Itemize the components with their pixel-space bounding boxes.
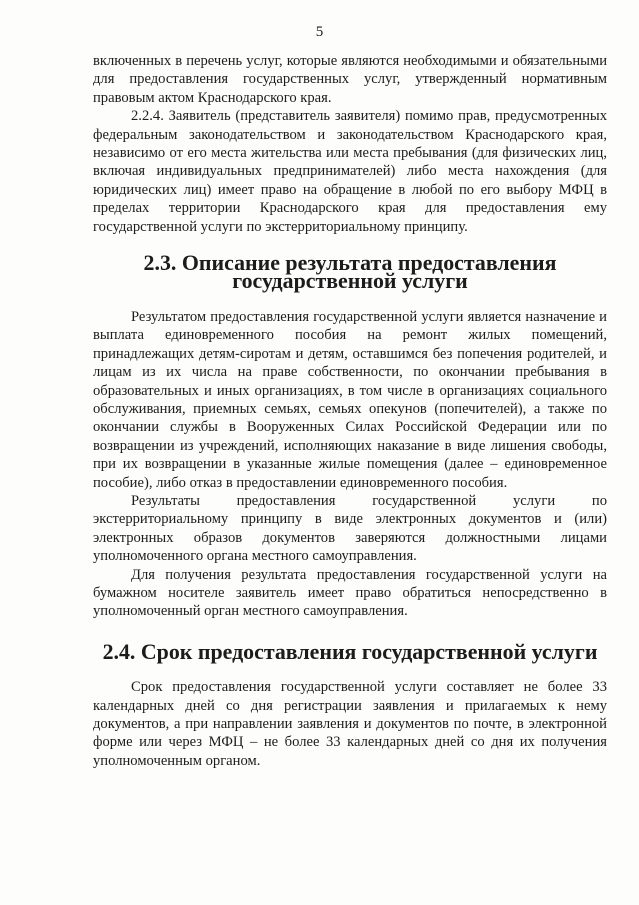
section-2-4-heading: 2.4. Срок предоставления государственной услуги	[102, 638, 598, 664]
section-2-4-paragraph-1: Срок предоставления государственной услуги составляет не более 33 календарных дней со дня регистрации заявления и прилагаемых к нему документов, а при направлении заявления и документов по почте, в электронной форме или через МФЦ – не более 33 календарных дней со дня их получения уполномоченным органом.	[93, 679, 607, 769]
section-2-3-paragraph-3: Для получения результата предоставления государственной услуги на бумажном носителе заявитель имеет право обратиться непосредственно в уполномоченный орган местного самоуправления.	[93, 566, 607, 620]
section-2-3-heading	[93, 250, 607, 294]
document-body	[93, 52, 607, 770]
section-2-3-heading-line1: 2.3. Описание результата предоставления	[143, 250, 557, 276]
paragraph-2-2-4: 2.2.4. Заявитель (представитель заявителя) помимо прав, предусмотренных федеральным законодательством и законодательством Краснодарского края, независимо от его места жительства или места пребывания (для физических лиц, включая индивидуальных предпринимателей) либо места нахождения (для юридических лиц) имеет право на обращение в любой по его выбору МФЦ в пределах территории Краснодарского края для предоставления ему государственной услуги по экстерриториальному принципу.	[93, 108, 607, 235]
section-2-3-paragraph-2: Результаты предоставления государственной услуги по экстерриториальному принципу в виде электронных документов и (или) электронных образов документов заверяются должностными лицами уполномоченного органа местного самоуправления.	[93, 492, 607, 565]
page-number: 5	[315, 24, 324, 40]
paragraph-continuation: включенных в перечень услуг, которые являются необходимыми и обязательными для предоставления государственных услуг, утвержденный нормативным правовым актом Краснодарского края.	[93, 53, 607, 106]
section-2-3-heading-line2: государственной услуги	[232, 268, 468, 294]
section-2-3-paragraph-1: Результатом предоставления государственной услуги является назначение и выплата единовременного пособия на ремонт жилых помещений, принадлежащих детям-сиротам и детям, оставшимся без попечения родителей, и лицам из их числа на праве собственности, по окончании пребывания в образовательных и иных организациях, в том числе в организациях социального обслуживания, приемных семьях, семьях опекунов (попечителей), а также по окончании службы в Вооруженных Силах Российской Федерации или по возвращении из учреждений, исполняющих наказание в виде лишения свободы, при их возвращении в указанные жилые помещения (далее – единовременное пособие), либо отказ в предоставлении единовременного пособия.	[93, 308, 607, 491]
